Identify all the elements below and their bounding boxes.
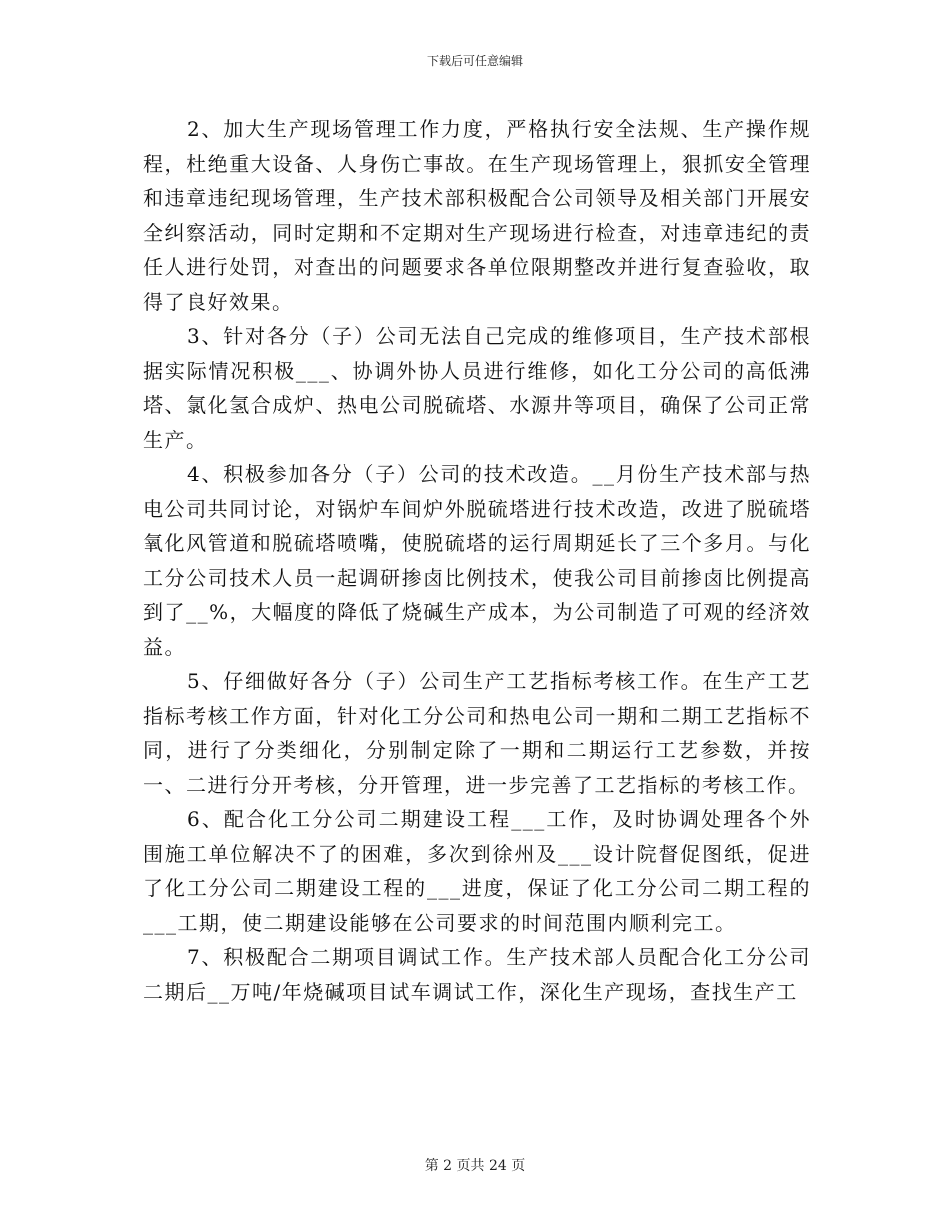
paragraph-item-2: 2、加大生产现场管理工作力度，严格执行安全法规、生产操作规程，杜绝重大设备、人身伤亡事故。在生产现场管理上，狠抓安全管理和违章违纪现场管理，生产技术部积极配合公司领导及相关部门开展安全纠察活动，同时定期和不定期对生产现场进行检查，对违章违纪的责任人进行处罚，对查出的问题要求各单位限期整改并进行复查验收，取得了良好效果。: [143, 117, 811, 314]
paragraph-item-5: 5、仔细做好各分（子）公司生产工艺指标考核工作。在生产工艺指标考核工作方面，针对化工分公司和热电公司一期和二期工艺指标不同，进行了分类细化，分别制定除了一期和二期运行工艺参数，并按一、二进行分开考核，分开管理，进一步完善了工艺指标的考核工作。: [143, 669, 811, 797]
document-body: [143, 112, 811, 1009]
paragraph-item-6: 6、配合化工分公司二期建设工程___工作，及时协调处理各个外围施工单位解决不了的困难，多次到徐州及___设计院督促图纸，促进了化工分公司二期建设工程的___进度，保证了化工分公司二期工程的___工期，使二期建设能够在公司要求的时间范围内顺利完工。: [143, 807, 811, 935]
paragraph-item-7: 7、积极配合二期项目调试工作。生产技术部人员配合化工分公司二期后__万吨/年烧碱项目试车调试工作，深化生产现场，查找生产工: [143, 945, 811, 1004]
page-header: 下载后可任意编辑: [426, 54, 523, 68]
paragraph-item-4: 4、积极参加各分（子）公司的技术改造。__月份生产技术部与热电公司共同讨论，对锅炉车间炉外脱硫塔进行技术改造，改进了脱硫塔氧化风管道和脱硫塔喷嘴，使脱硫塔的运行周期延长了三个多月。与化工分公司技术人员一起调研掺卤比例技术，使我公司目前掺卤比例提高到了__%，大幅度的降低了烧碱生产成本，为公司制造了可观的经济效益。: [143, 462, 811, 659]
page-number-footer: 第 2 页共 24 页: [424, 1158, 526, 1174]
paragraph-item-3: 3、针对各分（子）公司无法自己完成的维修项目，生产技术部根据实际情况积极___、协调外协人员进行维修，如化工分公司的高低沸塔、氯化氢合成炉、热电公司脱硫塔、水源井等项目，确保了公司正常生产。: [143, 324, 811, 452]
